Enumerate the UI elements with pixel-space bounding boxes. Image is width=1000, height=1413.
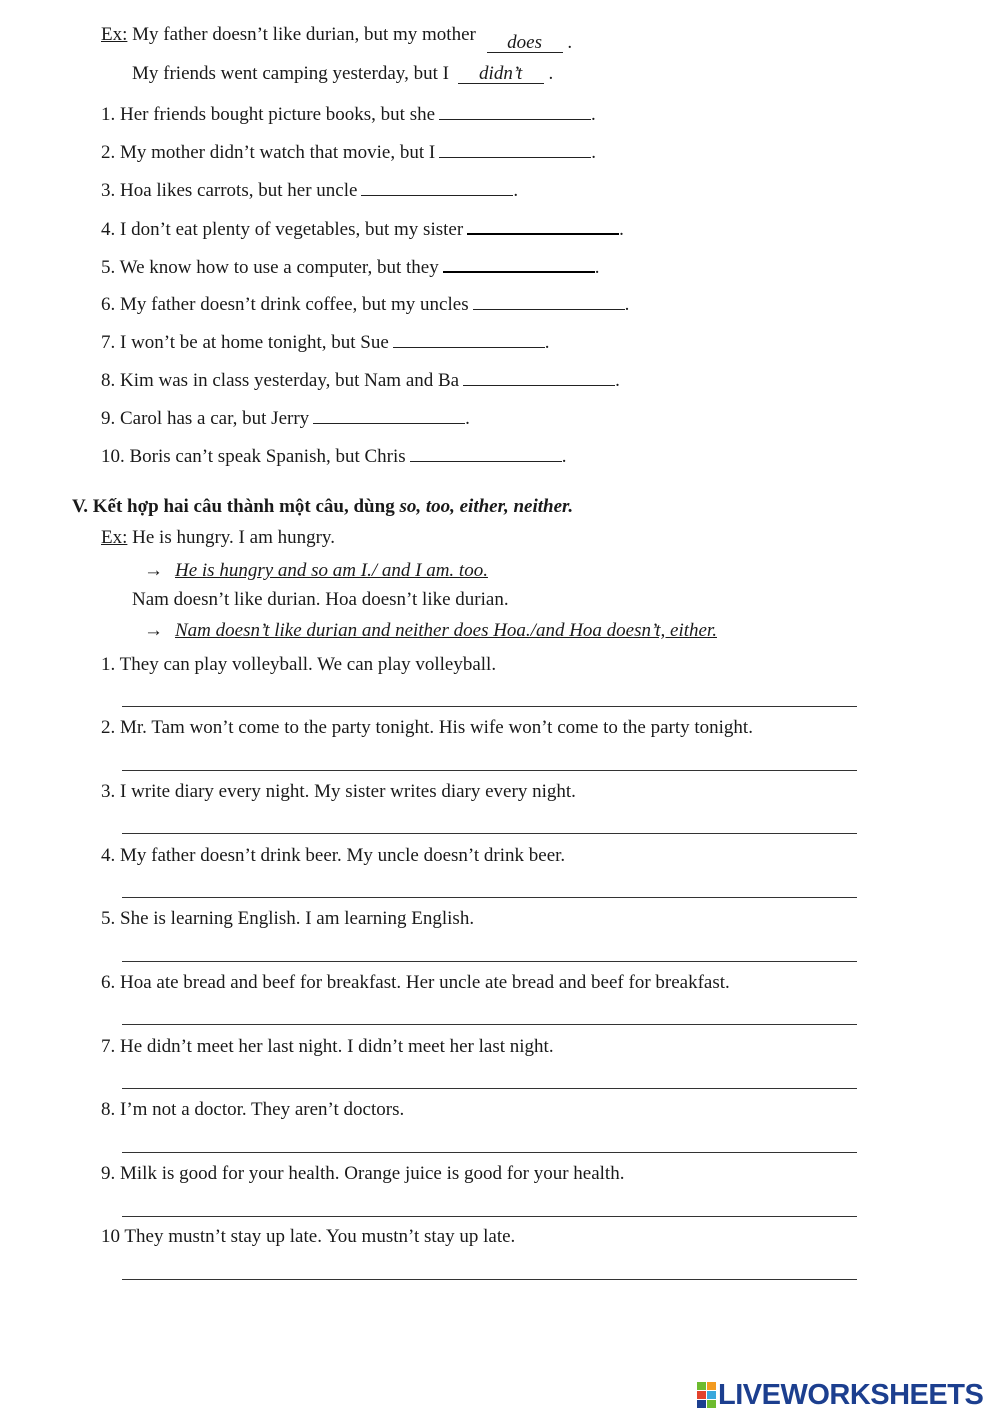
example-line: Nam doesn’t like durian. Hoa doesn’t like durian. (132, 589, 509, 610)
gap-item: 6. My father doesn’t drink coffee, but my uncles . (101, 294, 630, 315)
example-answer-line: → Nam doesn’t like durian and neither does Hoa./and Hoa doesn’t, either. (144, 620, 717, 641)
answer-blank[interactable] (439, 103, 591, 120)
example-text: My friends went camping yesterday, but I (132, 63, 449, 84)
gap-item: 4. I don’t eat plenty of vegetables, but my sister . (101, 219, 624, 240)
example-line: Ex: He is hungry. I am hungry. (101, 527, 335, 548)
answer-blank[interactable] (393, 331, 545, 348)
answer-blank[interactable] (443, 255, 595, 273)
combine-item: 5. She is learning English. I am learning English. (101, 908, 475, 929)
example-answer: didn’t (458, 65, 544, 84)
liveworksheets-logo[interactable] (697, 1378, 983, 1412)
combine-item: 9. Milk is good for your health. Orange juice is good for your health. (101, 1163, 625, 1184)
answer-line[interactable] (122, 1088, 857, 1089)
gap-item: 9. Carol has a car, but Jerry . (101, 408, 470, 429)
answer-line[interactable] (122, 1152, 857, 1153)
answer-line[interactable] (122, 1216, 857, 1217)
answer-blank[interactable] (467, 217, 619, 235)
example-answer-line: → He is hungry and so am I./ and I am. too. (144, 560, 488, 581)
combine-item: 1. They can play volleyball. We can play volleyball. (101, 654, 497, 675)
answer-line[interactable] (122, 1279, 857, 1280)
combine-item: 10 They mustn’t stay up late. You mustn’t stay up late. (101, 1226, 516, 1247)
combine-item: 2. Mr. Tam won’t come to the party tonight. His wife won’t come to the party tonight. (101, 717, 753, 738)
logo-mark-icon (697, 1382, 716, 1408)
example-answer: does (487, 34, 563, 53)
section-title: V. Kết hợp hai câu thành một câu, dùng so, too, either, neither. (72, 496, 574, 517)
arrow-icon: → (144, 620, 163, 641)
answer-line[interactable] (122, 833, 857, 834)
answer-line[interactable] (122, 961, 857, 962)
combine-item: 7. He didn’t meet her last night. I didn’t meet her last night. (101, 1036, 554, 1057)
example-line-2: My friends went camping yesterday, but I didn’t . (132, 63, 554, 84)
example-label: Ex: (101, 527, 128, 548)
gap-item: 5. We know how to use a computer, but they . (101, 257, 600, 278)
example-label: Ex: (101, 24, 128, 45)
answer-line[interactable] (122, 897, 857, 898)
answer-blank[interactable] (313, 407, 465, 424)
gap-item: 7. I won’t be at home tonight, but Sue . (101, 332, 550, 353)
answer-blank[interactable] (410, 445, 562, 462)
gap-item: 1. Her friends bought picture books, but she . (101, 104, 596, 125)
combine-item: 8. I’m not a doctor. They aren’t doctors. (101, 1099, 405, 1120)
gap-item: 2. My mother didn’t watch that movie, but I . (101, 142, 596, 163)
arrow-icon: → (144, 560, 163, 581)
combine-item: 6. Hoa ate bread and beef for breakfast. Her uncle ate bread and beef for breakfast. (101, 972, 730, 993)
answer-line[interactable] (122, 770, 857, 771)
logo-text: LIVEWORKSHEETS (718, 1378, 984, 1411)
answer-blank[interactable] (361, 179, 513, 196)
combine-item: 4. My father doesn’t drink beer. My uncle doesn’t drink beer. (101, 845, 566, 866)
answer-line[interactable] (122, 706, 857, 707)
combine-item: 3. I write diary every night. My sister writes diary every night. (101, 781, 576, 802)
gap-item: 3. Hoa likes carrots, but her uncle . (101, 180, 519, 201)
answer-blank[interactable] (463, 369, 615, 386)
answer-blank[interactable] (439, 141, 591, 158)
example-line-1: Ex: My father doesn’t like durian, but my mother does . (101, 24, 573, 53)
answer-line[interactable] (122, 1024, 857, 1025)
answer-blank[interactable] (473, 293, 625, 310)
gap-item: 8. Kim was in class yesterday, but Nam and Ba . (101, 370, 620, 391)
example-text: My father doesn’t like durian, but my mother (132, 24, 476, 45)
gap-item: 10. Boris can’t speak Spanish, but Chris . (101, 446, 567, 467)
